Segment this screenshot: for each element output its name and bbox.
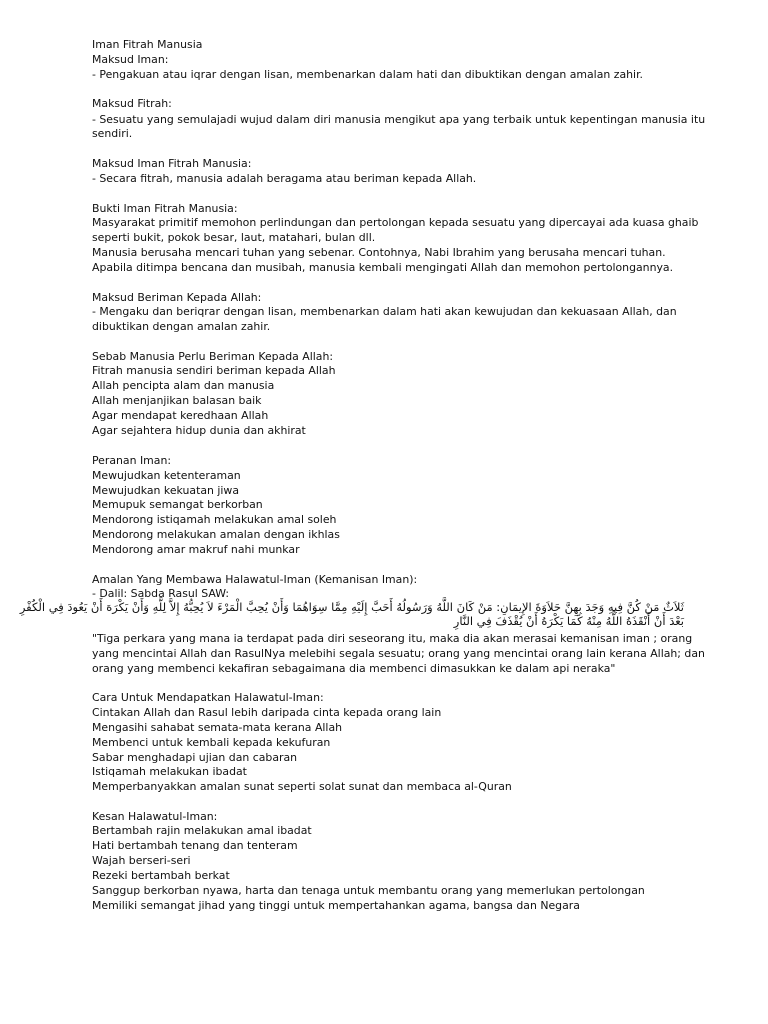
list-item: Bertambah rajin melakukan amal ibadat bbox=[92, 824, 312, 837]
list-item: Rezeki bertambah berkat bbox=[92, 869, 230, 882]
list-item: Membenci untuk kembali kepada kekufuran bbox=[92, 736, 331, 749]
heading-peranan: Peranan Iman: bbox=[92, 454, 172, 467]
text-line: Masyarakat primitif memohon perlindungan dan pertolongan kepada sesuatu yang dipercayai ada kuasa ghaib bbox=[92, 216, 699, 229]
heading-maksud-iman-fitrah: Maksud Iman Fitrah Manusia: bbox=[92, 157, 252, 170]
dalil-label: - Dalil: Sabda Rasul SAW: bbox=[92, 587, 230, 600]
hadith-arabic-line-1: ثَلاَثٌ مَنْ كُنَّ فِيهِ وَجَدَ بِهِنَّ حَلاَوَةَ الإِيمَانِ: مَنْ كَانَ اللَّهُ وَرَسُولُهُ أَحَبَّ إِلَيْهِ مِمَّا سِوَاهُمَا وَأَنْ يُحِبَّ الْمَرْءَ لاَ يُحِبُّهُ إِلاَّ لِلَّهِ وَأَنْ يَكْرَهَ أَنْ يَعُودَ فِي الْكُفْرِ bbox=[19, 600, 684, 614]
heading-maksud-fitrah: Maksud Fitrah: bbox=[92, 97, 172, 110]
text-line: sendiri. bbox=[92, 127, 133, 140]
text-line: - Pengakuan atau iqrar dengan lisan, membenarkan dalam hati dan dibuktikan dengan amalan zahir. bbox=[92, 68, 644, 81]
list-item: Mendorong istiqamah melakukan amal soleh bbox=[92, 513, 337, 526]
list-item: Allah pencipta alam dan manusia bbox=[92, 379, 275, 392]
list-item: Fitrah manusia sendiri beriman kepada Allah bbox=[92, 364, 336, 377]
heading-kesan: Kesan Halawatul-Iman: bbox=[92, 810, 218, 823]
list-item: Memiliki semangat jihad yang tinggi untuk mempertahankan agama, bangsa dan Negara bbox=[92, 899, 580, 912]
list-item: Sanggup berkorban nyawa, harta dan tenaga untuk membantu orang yang memerlukan pertolongan bbox=[92, 884, 645, 897]
text-line: - Sesuatu yang semulajadi wujud dalam diri manusia mengikut apa yang terbaik untuk kepentingan manusia itu bbox=[92, 113, 706, 126]
list-item: Istiqamah melakukan ibadat bbox=[92, 765, 247, 778]
hadith-translation-line: "Tiga perkara yang mana ia terdapat pada diri seseorang itu, maka dia akan merasai kemanisan iman ; orang bbox=[92, 632, 693, 645]
heading-maksud-iman: Maksud Iman: bbox=[92, 53, 169, 66]
list-item: Memperbanyakkan amalan sunat seperti solat sunat dan membaca al-Quran bbox=[92, 780, 512, 793]
text-line: Manusia berusaha mencari tuhan yang sebenar. Contohnya, Nabi Ibrahim yang berusaha mencari tuhan. bbox=[92, 246, 666, 259]
list-item: Mengasihi sahabat semata-mata kerana Allah bbox=[92, 721, 343, 734]
heading-cara: Cara Untuk Mendapatkan Halawatul-Iman: bbox=[92, 691, 324, 704]
document-title: Iman Fitrah Manusia bbox=[92, 38, 203, 51]
text-line: - Secara fitrah, manusia adalah beragama atau beriman kepada Allah. bbox=[92, 172, 477, 185]
list-item: Agar sejahtera hidup dunia dan akhirat bbox=[92, 424, 306, 437]
list-item: Mendorong melakukan amalan dengan ikhlas bbox=[92, 528, 340, 541]
heading-bukti: Bukti Iman Fitrah Manusia: bbox=[92, 202, 238, 215]
text-line: Apabila ditimpa bencana dan musibah, manusia kembali mengingati Allah dan memohon pertolongannya. bbox=[92, 261, 674, 274]
text-line: dibuktikan dengan amalan zahir. bbox=[92, 320, 271, 333]
list-item: Allah menjanjikan balasan baik bbox=[92, 394, 262, 407]
heading-amalan: Amalan Yang Membawa Halawatul-Iman (Kemanisan Iman): bbox=[92, 573, 418, 586]
text-line: - Mengaku dan beriqrar dengan lisan, membenarkan dalam hati akan kewujudan dan kekuasaan Allah, dan bbox=[92, 305, 677, 318]
list-item: Agar mendapat keredhaan Allah bbox=[92, 409, 269, 422]
list-item: Mewujudkan kekuatan jiwa bbox=[92, 484, 240, 497]
list-item: Mewujudkan ketenteraman bbox=[92, 469, 241, 482]
text-line: seperti bukit, pokok besar, laut, matahari, bulan dll. bbox=[92, 231, 376, 244]
hadith-translation-line: orang yang membenci kekafiran sebagaimana dia membenci dimasukkan ke dalam api neraka" bbox=[92, 662, 616, 675]
hadith-translation-line: yang mencintai Allah dan RasulNya melebihi segala sesuatu; orang yang mencintai orang lain kerana Allah; dan bbox=[92, 647, 705, 660]
list-item: Hati bertambah tenang dan tenteram bbox=[92, 839, 298, 852]
list-item: Wajah berseri-seri bbox=[92, 854, 191, 867]
list-item: Memupuk semangat berkorban bbox=[92, 498, 263, 511]
heading-sebab: Sebab Manusia Perlu Beriman Kepada Allah: bbox=[92, 350, 334, 363]
hadith-arabic-line-2: بَعْدَ أَنْ أَنْقَذَهُ اللَّهُ مِنْهُ كَمَا يَكْرَهُ أَنْ يُقْذَفَ فِي النَّارِ bbox=[453, 614, 684, 628]
list-item: Cintakan Allah dan Rasul lebih daripada cinta kepada orang lain bbox=[92, 706, 442, 719]
heading-maksud-beriman: Maksud Beriman Kepada Allah: bbox=[92, 291, 262, 304]
list-item: Mendorong amar makruf nahi munkar bbox=[92, 543, 300, 556]
list-item: Sabar menghadapi ujian dan cabaran bbox=[92, 751, 298, 764]
